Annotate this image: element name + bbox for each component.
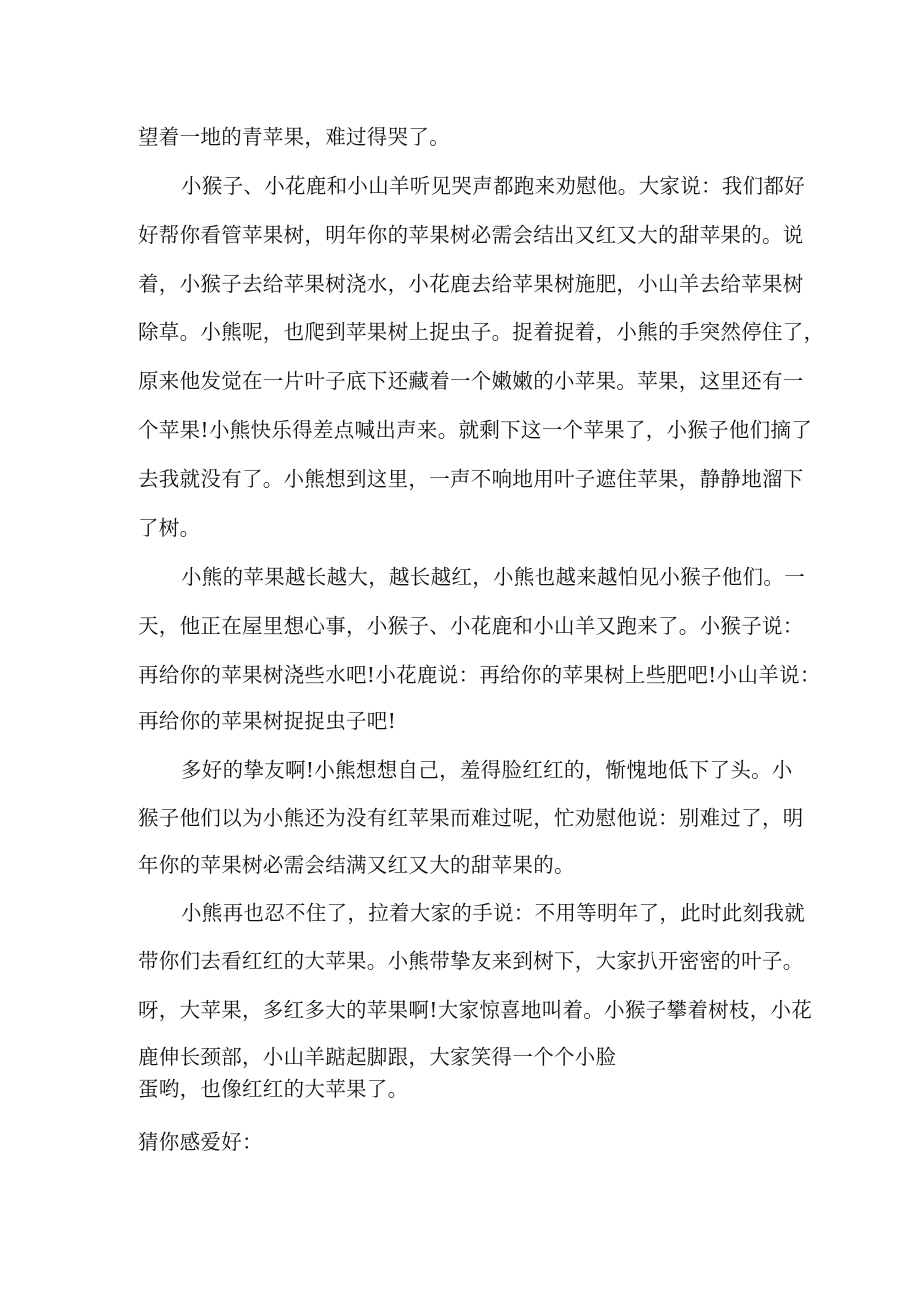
text-line: 个苹果!小熊快乐得差点喊出声来。就剩下这一个苹果了，小猴子他们摘了: [138, 418, 813, 442]
text-line: 带你们去看红红的大苹果。小熊带挚友来到树下，大家扒开密密的叶子。: [138, 949, 804, 973]
paragraph-first-line: 多好的挚友啊!小熊想想自己，羞得脸红红的，惭愧地低下了头。小: [181, 758, 793, 782]
text-line: 呀，大苹果，多红多大的苹果啊!大家惊喜地叫着。小猴子攀着树枝，小花: [138, 998, 813, 1022]
section-heading: 猜你感爱好：: [138, 1130, 263, 1154]
text-line: 去我就没有了。小熊想到这里，一声不响地用叶子遮住苹果，静静地溜下: [138, 467, 804, 491]
text-line: 望着一地的青苹果，难过得哭了。: [138, 125, 450, 149]
text-line: 再给你的苹果树捉捉虫子吧!: [138, 709, 397, 733]
text-line: 猴子他们以为小熊还为没有红苹果而难过呢，忙劝慰他说：别难过了，明: [138, 806, 804, 830]
text-line: 好帮你看管苹果树，明年你的苹果树必需会结出又红又大的甜苹果的。说: [138, 223, 804, 247]
paragraph-first-line: 小猴子、小花鹿和小山羊听见哭声都跑来劝慰他。大家说：我们都好: [181, 174, 805, 198]
text-line: 蛋哟，也像红红的大苹果了。: [138, 1077, 409, 1101]
text-line: 原来他发觉在一片叶子底下还藏着一个嫩嫩的小苹果。苹果，这里还有一: [138, 369, 804, 393]
text-line: 除草。小熊呢，也爬到苹果树上捉虫子。捉着捉着，小熊的手突然停住了，: [138, 320, 825, 344]
text-line: 鹿伸长颈部，小山羊踮起脚跟，大家笑得一个个小脸: [138, 1045, 617, 1069]
text-line: 年你的苹果树必需会结满又红又大的甜苹果的。: [138, 853, 575, 877]
paragraph-first-line: 小熊的苹果越长越大，越长越红，小熊也越来越怕见小猴子他们。一: [181, 565, 805, 589]
text-line: 再给你的苹果树浇些水吧!小花鹿说：再给你的苹果树上些肥吧!小山羊说：: [138, 663, 821, 687]
text-line: 天，他正在屋里想心事，小猴子、小花鹿和小山羊又跑来了。小猴子说：: [138, 614, 804, 638]
text-line: 了树。: [138, 516, 201, 540]
text-line: 着，小猴子去给苹果树浇水，小花鹿去给苹果树施肥，小山羊去给苹果树: [138, 272, 804, 296]
paragraph-first-line: 小熊再也忍不住了，拉着大家的手说：不用等明年了，此时此刻我就: [181, 901, 805, 925]
